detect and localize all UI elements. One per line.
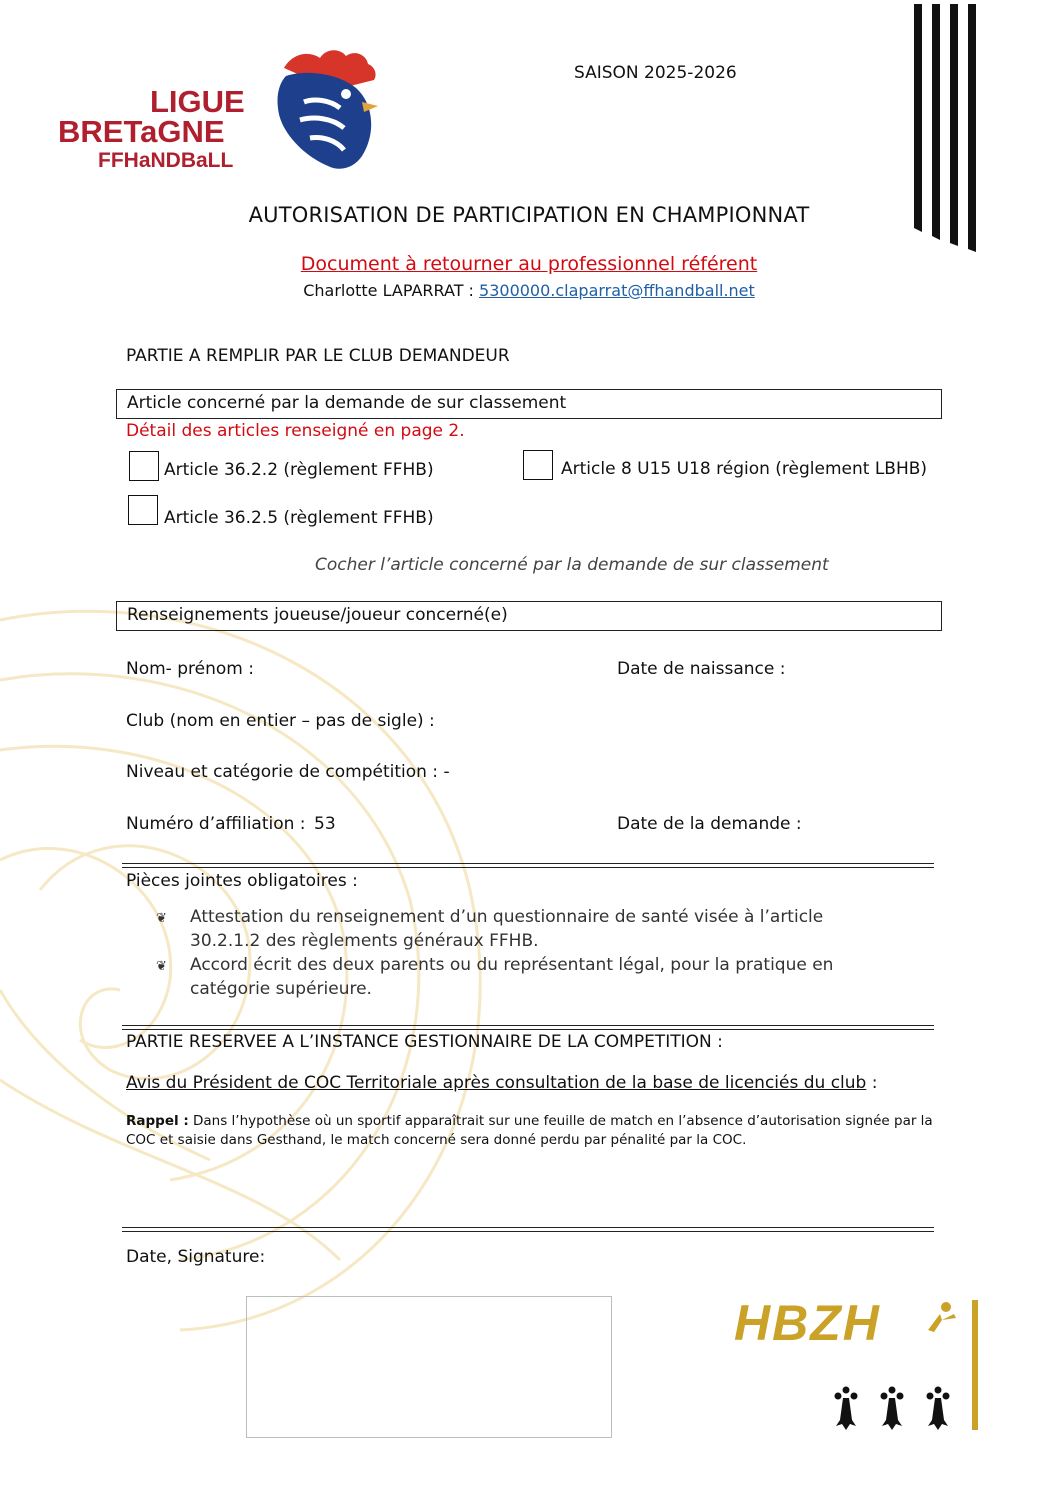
coc-opinion-suffix: : — [866, 1073, 878, 1093]
attachments-heading: Pièces jointes obligatoires : — [126, 871, 358, 891]
contact-name: Charlotte LAPARRAT : — [303, 281, 480, 300]
article-detail-note: Détail des articles renseigné en page 2. — [126, 421, 465, 441]
coc-opinion-line — [126, 1073, 877, 1093]
article-36-2-2-checkbox[interactable] — [129, 451, 159, 481]
signature-label: Date, Signature: — [126, 1247, 266, 1267]
divider-rule — [122, 1227, 934, 1232]
article-box: Article concerné par la demande de sur classement — [116, 389, 942, 419]
club-name-label: Club (nom en entier – pas de sigle) : — [126, 711, 435, 731]
contact-email-link[interactable]: 5300000.claparrat@ffhandball.net — [479, 281, 755, 300]
divider-rule — [122, 863, 934, 868]
name-label: Nom- prénom : — [126, 659, 254, 679]
affiliation-value: 53 — [314, 814, 336, 834]
handball-player-icon — [920, 1300, 960, 1344]
affiliation-label: Numéro d’affiliation : — [126, 814, 306, 834]
reserved-section-heading: PARTIE RESERVEE A L’INSTANCE GESTIONNAIRE DE LA COMPETITION : — [126, 1032, 723, 1052]
list-item — [156, 905, 886, 953]
player-info-box: Renseignements joueuse/joueur concerné(e) — [116, 601, 942, 631]
article-8-checkbox[interactable] — [523, 450, 553, 480]
fleuron-bullet-icon: ❦ — [156, 911, 167, 926]
logo-line-ligue: LIGUE — [150, 84, 245, 119]
ermine-icons — [828, 1386, 958, 1432]
club-section-heading: PARTIE A REMPLIR PAR LE CLUB DEMANDEUR — [126, 346, 510, 366]
rappel-note — [126, 1112, 938, 1150]
hbzh-gold-bar — [972, 1300, 978, 1430]
rappel-label: Rappel : — [126, 1113, 189, 1129]
coc-opinion-label: Avis du Président de COC Territoriale après consultation de la base de licenciés du club — [126, 1073, 867, 1093]
ligue-bretagne-logo — [56, 46, 386, 176]
request-date-label: Date de la demande : — [617, 814, 802, 834]
attachment-text: Accord écrit des deux parents ou du représentant légal, pour la pratique en catégorie supérieure. — [190, 955, 834, 999]
divider-rule — [122, 1025, 934, 1030]
logo-line-bretagne: BRETaGNE — [58, 114, 225, 149]
page-title: AUTORISATION DE PARTICIPATION EN CHAMPIONNAT — [248, 203, 810, 227]
hbzh-logo — [732, 1294, 992, 1444]
attachments-list — [156, 905, 886, 1001]
contact-line — [0, 281, 1058, 300]
attachment-text: Attestation du renseignement d’un questionnaire de santé visée à l’article 30.2.1.2 des règlements généraux FFHB. — [190, 907, 824, 951]
logo-line-ffhandball: FFHaNDBaLL — [98, 149, 234, 172]
article-36-2-5-checkbox[interactable] — [128, 495, 158, 525]
hbzh-wordmark: HBZH — [734, 1295, 881, 1351]
article-36-2-5-label: Article 36.2.5 (règlement FFHB) — [164, 508, 434, 528]
competition-level-label: Niveau et catégorie de compétition : - — [126, 762, 450, 782]
season-label: SAISON 2025-2026 — [574, 63, 737, 83]
article-8-label: Article 8 U15 U18 région (règlement LBHB) — [561, 459, 928, 479]
fleuron-bullet-icon: ❦ — [156, 959, 167, 974]
hbzh-logo-text — [734, 1294, 881, 1352]
check-instruction: Cocher l’article concerné par la demande de sur classement — [315, 555, 829, 575]
birth-date-label: Date de naissance : — [617, 659, 786, 679]
rooster-handball-icon — [274, 46, 384, 172]
article-36-2-2-label: Article 36.2.2 (règlement FFHB) — [164, 460, 434, 480]
list-item — [156, 953, 886, 1001]
signature-box[interactable] — [246, 1296, 612, 1438]
return-notice: Document à retourner au professionnel référent — [300, 253, 758, 275]
rappel-text: Dans l’hypothèse où un sportif apparaîtrait sur une feuille de match en l’absence d’autorisation signée par la COC et saisie dans Gesthand, le match concerné sera donné perdu par pénalité par la COC. — [126, 1113, 933, 1148]
